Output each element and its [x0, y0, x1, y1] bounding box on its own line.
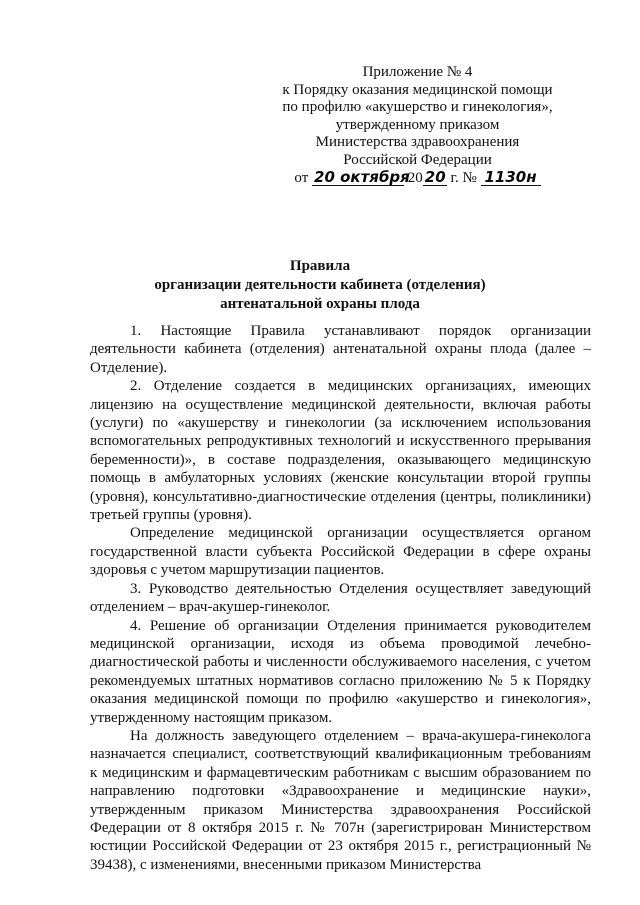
paragraph: 4. Решение об организации Отделения принимается руководителем медицинской организации, исходя из объема проводимой лечебно-диагностической работы и численности обслуживаемого населения, с учетом рекомендуемых штатных нормативов согласно приложению № 5 к Порядку оказания медицинской помощи по профилю «акушерство и гинекология», утвержденному настоящим приказом. — [90, 617, 591, 726]
title-line: организации деятельности кабинета (отделения) — [154, 277, 486, 293]
title-line: антенатальной охраны плода — [220, 296, 420, 312]
document-title — [100, 257, 540, 314]
appendix-line: к Порядку оказания медицинской помощи — [282, 81, 553, 98]
paragraph: Определение медицинской организации осуществляется органом государственной власти субъекта Российской Федерации в сфере охраны здоровья с учетом маршрутизации пациентов. — [90, 525, 591, 579]
handwritten-date: 20 октября — [314, 167, 410, 186]
handwritten-year: 20 — [424, 167, 446, 186]
appendix-number: Приложение № 4 — [362, 64, 473, 80]
title-line: Правила — [289, 258, 351, 274]
order-date-line — [245, 167, 590, 188]
paragraph: На должность заведующего отделением – врача-акушера-гинеколога назначается специалист, соответствующий квалификационным требованиям к медицинским и фармацевтическим работникам с высшим образованием по направлению подготовки «Здравоохранение и медицинские науки», утвержденным приказом Министерства здравоохранения Российской Федерации от 8 октября 2015 г. № 707н (зарегистрирован Министерством юстиции Российской Федерации от 23 октября 2015 г., регистрационный № 39438), с изменениями, внесенными приказом Министерства — [90, 727, 591, 873]
paragraph: 2. Отделение создается в медицинских организациях, имеющих лицензию на осуществление медицинской деятельности, включая работы (услуги) по «акушерству и гинекологии (за исключением использования вспомогательных репродуктивных технологий и искусственного прерывания беременности)», в составе подразделения, оказывающего медицинскую помощь в амбулаторных условиях (женские консультации второй группы (уровня), консультативно-диагностические отделения (центры, поликлиники) третьей группы (уровня). — [90, 378, 591, 524]
handwritten-order-number: 1130н — [481, 170, 541, 186]
appendix-header — [245, 64, 590, 187]
number-label: г. № — [450, 169, 477, 186]
appendix-line: Министерства здравоохранения — [315, 134, 520, 151]
document-body — [90, 322, 591, 874]
paragraph: 3. Руководство деятельностью Отделения осуществляет заведующий отделением – врач-акушер-гинеколог. — [90, 580, 591, 616]
appendix-line: утвержденному приказом — [335, 116, 500, 133]
year-prefix: 20 — [407, 169, 423, 186]
appendix-line: по профилю «акушерство и гинекология», — [282, 99, 553, 116]
date-prefix: от — [294, 169, 309, 186]
paragraph: 1. Настоящие Правила устанавливают порядок организации деятельности кабинета (отделения) антенатальной охраны плода (далее – Отделение). — [90, 323, 591, 376]
appendix-line: Российской Федерации — [343, 151, 492, 168]
